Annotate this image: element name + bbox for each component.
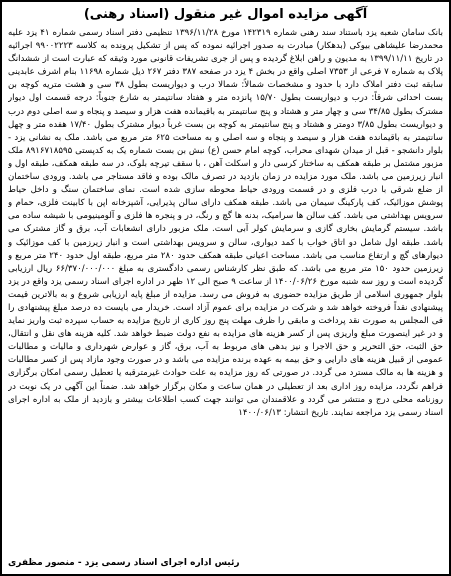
notice-body: بانک سامان شعبه یزد باستناد سند رهنی شماره ۱۴۲۳۱۹ مورخ ۱۳۹۶/۱۱/۲۸ تنظیمی دفتر اسناد رسمی شماره ۴۱ یزد علیه محمدرضا علیشاهی بیوکی (بدهکار) مبادرت به صدور اجرائیه نموده که پس از تشکیل پرونده به کلاسه ۹۹۰۰۲۲۲۳ اجرائیه در تاریخ ۱۳۹۹/۱۱/۱۱ به مدیون و راهن ابلاغ گردیده و پس از جری تشریفات قانونی مورد وثیقه که عبارت است از ششدانگ پلاک به شماره ۷ فرعی از ۷۳۵۳ اصلی واقع در بخش ۴ یزد در صفحه ۳۸۷ دفتر ۲۶۷ ذیل شماره ۱۱۶۹۸ بنام اشرف عابدینی سابقه ثبت دفتر املاک دارد با حدود و مشخصات شمالاً: شمالا درب و دیواریست بطول ۳۸ سی و هشت متریه کوچه بن بست احداثی شرقاً: درب و دیواریست بطول ۱۵/۷۰ پانزده متر و هفتاد سانتیمتر به شارع جنوباً: درجه قسمت اول دیوار مشترک بطول ۳۴/۸۵ سی و چهار متر و هشتاد و پنج سانتیمتر به باقیمانده هفت هزار و سیصد و پنجاه و سه اصلی دوم درب و دیواریست بطول ۳/۸۵ دومتر و هشتاد و پنج سانتیمتر به کوچه بن بست غرباً دیوار مشترک بطول ۱۷/۴۰ هفده متر و چهل سانتیمتر به باقیمانده هفت هزار و سیصد و پنجاه و سه اصلی و به مساحت ۶۲۵ متر مربع می باشد. ملک به نشانی یزد - بلوار دانشجو - قبل از میدان شهدای محراب، کوچه امام حسن (ع) نبش بن بست شماره یک به کدپستی ۸۹۱۶۷۱۸۵۹۵ ملک مزبور مشتمل بر طبقه همکف به ساختار کرسی دار و اسکلت آهن ، با سقف تیرچه بلوک، در سه طبقه همکف، طبقه اول و انبار زیرزمین می باشد. ملک مورد مزایده در زمان بازدید در تصرف مالک بوده و فاقد مستاجر می باشد. ورودی ساختمان از ضلع شرقی با درب فلزی و در قسمت ورودی حیاط محوطه سازی شده است. نمای ساختمان سنگ و داخل حیاط پوشش موزائیک، کف پارکینگ سیمان می باشد. طبقه همکف دارای سالن پذیرایی، آشپزخانه اپن با کابینت فلزی، حمام و سرویس بهداشتی می باشد. کف سالن ها سرامیک، بدنه ها گچ و رنگ، در و پنجره ها فلزی و آلومینیومی با شیشه ساده می باشد. سیستم گرمایش بخاری گازی و سرمایش کولر آبی است. ملک مزبور دارای انشعابات آب، برق و گاز مشترک می باشد. طبقه اول شامل دو اتاق خواب با کمد دیواری، سالن و سرویس بهداشتی است و انبار زیرزمین با کف موزائیک و دیوارهای گچ و ارتفاع مناسب می باشد. مساحت اعیانی طبقه همکف حدود ۲۸۰ متر مربع، طبقه اول حدود ۲۴۰ متر مربع و زیرزمین حدود ۱۵۰ متر مربع می باشد. که طبق نظر کارشناس رسمی دادگستری به مبلغ ۶۶/۳۷۰/۰۰۰/۰۰۰ ریال ارزیابی گردیده است و روز سه شنبه مورخ ۱۴۰۰/۰۶/۲۶ از ساعت ۹ صبح الی ۱۲ ظهر در اداره اجرای اسناد رسمی یزد واقع در یزد بلوار جمهوری اسلامی از طریق مزایده حضوری به فروش می رسد. مزایده از مبلغ پایه ارزیابی شروع و به بالاترین قیمت پیشنهادی نقداً فروخته خواهد شد و شرکت در مزایده برای عموم آزاد است. خریدار می بایست ده درصد مبلغ پیشنهادی را فی المجلس به صورت نقد پرداخت و مابقی را ظرف مهلت پنج روز کاری از تاریخ مزایده به حساب سپرده ثبت واریز نماید و در غیر اینصورت مبلغ واریزی پس از کسر هزینه های مزایده به نفع دولت ضبط خواهد شد. کلیه هزینه های نقل و انتقال، حق الثبت، حق التحریر و حق الاجرا و نیز بدهی های مربوط به آب، برق، گاز و عوارض شهرداری و مالیات و مطالبات عمومی از قبیل هزینه های دارایی و حق بیمه به عهده برنده مزایده می باشد و در صورت وجود مازاد پس از کسر مطالبات و هزینه ها به مالک مسترد می گردد. در صورتی که روز مزایده به علت حوادث غیرمترقبه یا تعطیل رسمی امکان برگزاری فراهم نگردد، مزایده روز اداری بعد از تعطیلی در همان ساعت و مکان برگزار خواهد شد. ضمناً این آگهی در یک نوبت در روزنامه محلی درج و منتشر می گردد و علاقمندان می توانند جهت کسب اطلاعات بیشتر و بازدید از ملک به اداره اجرای اسناد رسمی یزد مراجعه نمایند. تاریخ انتشار: ۱۴۰۰/۰۶/۱۳ [8, 28, 443, 418]
notice-title: آگهی مزایده اموال غیر منقول (اسناد رهنی) [83, 7, 368, 22]
notice-signature: رئیس اداره اجرای اسناد رسمی یزد - منصور مظفری [8, 558, 240, 568]
